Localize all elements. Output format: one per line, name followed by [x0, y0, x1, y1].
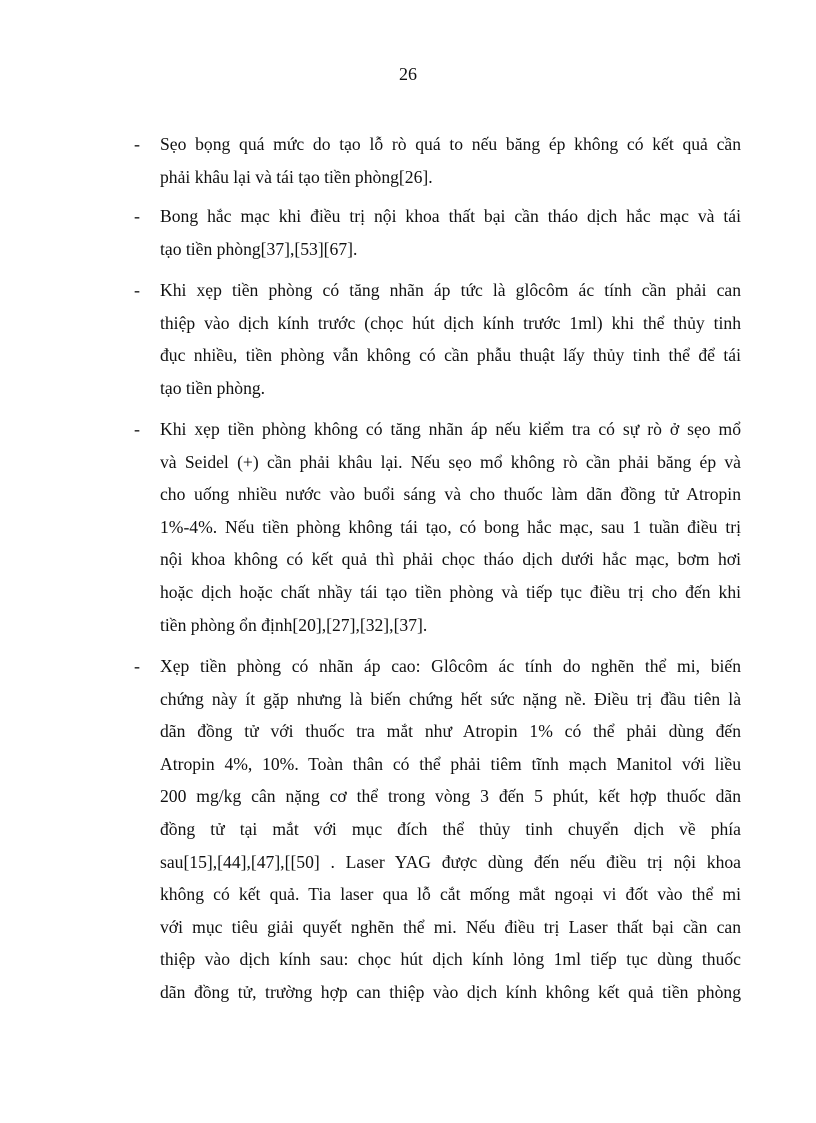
bullet-dash: - [134, 656, 140, 676]
bullet-item-4 [134, 413, 741, 641]
text-line: Khi xẹp tiền phòng có tăng nhãn áp tức là glôcôm ác tính cần phải can [160, 280, 741, 300]
text-line: không có kết quả. Tia laser qua lỗ cắt mống mắt ngoại vi đốt vào thể mi [160, 884, 741, 905]
text-line: dãn đồng tử với thuốc tra mắt như Atropin 1% có thể phải dùng đến [160, 721, 741, 742]
bullet-dash: - [134, 419, 140, 439]
text-line: hoặc dịch hoặc chất nhầy tái tạo tiền phòng và tiếp tục điều trị cho đến khi [160, 581, 741, 602]
text-line: nội khoa không có kết quả thì phải chọc tháo dịch dưới hắc mạc, bơm hơi [160, 549, 741, 570]
bullet-dash: - [134, 134, 140, 154]
text-line: với mục tiêu giải quyết nghẽn thể mi. Nếu điều trị Laser thất bại cần can [160, 916, 741, 937]
bullet-item-2 [134, 200, 741, 265]
text-line: Atropin 4%, 10%. Toàn thân có thể phải tiêm tĩnh mạch Manitol với liều [160, 753, 741, 774]
text-line: đồng tử tại mắt với mục đích thể thủy tinh chuyển dịch về phía [160, 818, 741, 839]
text-line: Sẹo bọng quá mức do tạo lỗ rò quá to nếu băng ép không có kết quả cần [160, 134, 741, 154]
text-line: Xẹp tiền phòng có nhãn áp cao: Glôcôm ác tính do nghẽn thể mi, biến [160, 656, 741, 676]
text-line: thiệp vào dịch kính trước (chọc hút dịch kính trước 1ml) khi thể thủy tinh [160, 312, 741, 333]
text-line: tiền phòng ổn định[20],[27],[32],[37]. [160, 614, 428, 635]
text-line: 1%-4%. Nếu tiền phòng không tái tạo, có bong hắc mạc, sau 1 tuần điều trị [160, 516, 741, 537]
text-line: Khi xẹp tiền phòng không có tăng nhãn áp nếu kiểm tra có sự rò ở sẹo mổ [160, 419, 741, 439]
text-line: đục nhiều, tiền phòng vẫn không có cần phẫu thuật lấy thủy tinh thể để tái [160, 345, 741, 366]
bullet-item-1 [134, 128, 741, 193]
text-line: sau[15],[44],[47],[[50] . Laser YAG được dùng đến nếu điều trị nội khoa [160, 851, 741, 872]
page-number: 26 [399, 64, 417, 84]
text-line: tạo tiền phòng. [160, 377, 266, 398]
text-line: tạo tiền phòng[37],[53][67]. [160, 238, 358, 259]
text-line: và Seidel (+) cần phải khâu lại. Nếu sẹo mổ không rò cần phải băng ép và [160, 451, 741, 472]
text-line: cho uống nhiều nước vào buổi sáng và cho thuốc làm dãn đồng tử Atropin [160, 484, 741, 505]
text-line: phải khâu lại và tái tạo tiền phòng[26]. [160, 166, 433, 187]
bullet-dash: - [134, 280, 140, 300]
bullet-item-5 [134, 650, 741, 1009]
text-line: chứng này ít gặp nhưng là biến chứng hết sức nặng nề. Điều trị đầu tiên là [160, 688, 741, 709]
text-line: Bong hắc mạc khi điều trị nội khoa thất bại cần tháo dịch hắc mạc và tái [160, 206, 741, 226]
text-line: dãn đồng tử, trường hợp can thiệp vào dịch kính không kết quả tiền phòng [160, 981, 741, 1002]
text-line: thiệp vào dịch kính sau: chọc hút dịch kính lỏng 1ml tiếp tục dùng thuốc [160, 949, 741, 970]
bullet-dash: - [134, 206, 140, 226]
text-line: 200 mg/kg cân nặng cơ thể trong vòng 3 đến 5 phút, kết hợp thuốc dãn [160, 786, 741, 807]
bullet-item-3 [134, 274, 741, 404]
